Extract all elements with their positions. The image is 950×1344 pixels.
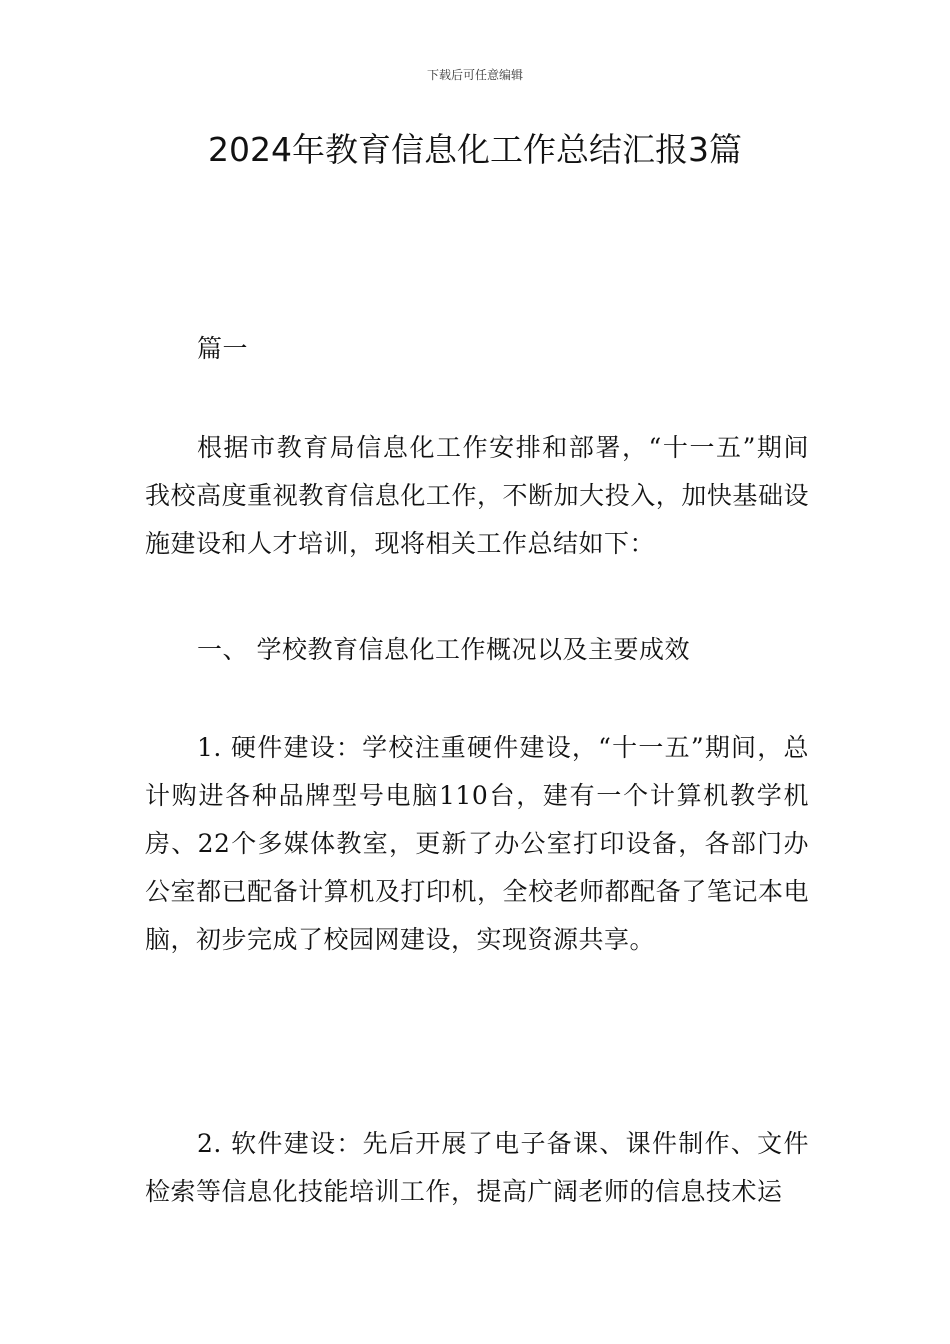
header-note: 下载后可任意编辑 bbox=[426, 68, 523, 82]
section-label: 篇一 bbox=[197, 334, 249, 363]
document-title: 2024年教育信息化工作总结汇报3篇 bbox=[208, 130, 742, 169]
software-paragraph: 2. 软件建设：先后开展了电子备课、课件制作、文件检索等信息化技能培训工作，提高广阔老师的信息技术运 bbox=[145, 1129, 809, 1206]
intro-paragraph: 根据市教育局信息化工作安排和部署，“十一五”期间我校高度重视教育信息化工作，不断加大投入，加快基础设施建设和人才培训，现将相关工作总结如下： bbox=[145, 433, 809, 558]
hardware-paragraph: 1. 硬件建设：学校注重硬件建设，“十一五”期间，总计购进各种品牌型号电脑110台，建有一个计算机教学机房、22个多媒体教室，更新了办公室打印设备，各部门办公室都已配备计算机及打印机，全校老师都配备了笔记本电脑，初步完成了校园网建设，实现资源共享。 bbox=[145, 733, 809, 954]
section-heading: 一、 学校教育信息化工作概况以及主要成效 bbox=[197, 635, 690, 664]
